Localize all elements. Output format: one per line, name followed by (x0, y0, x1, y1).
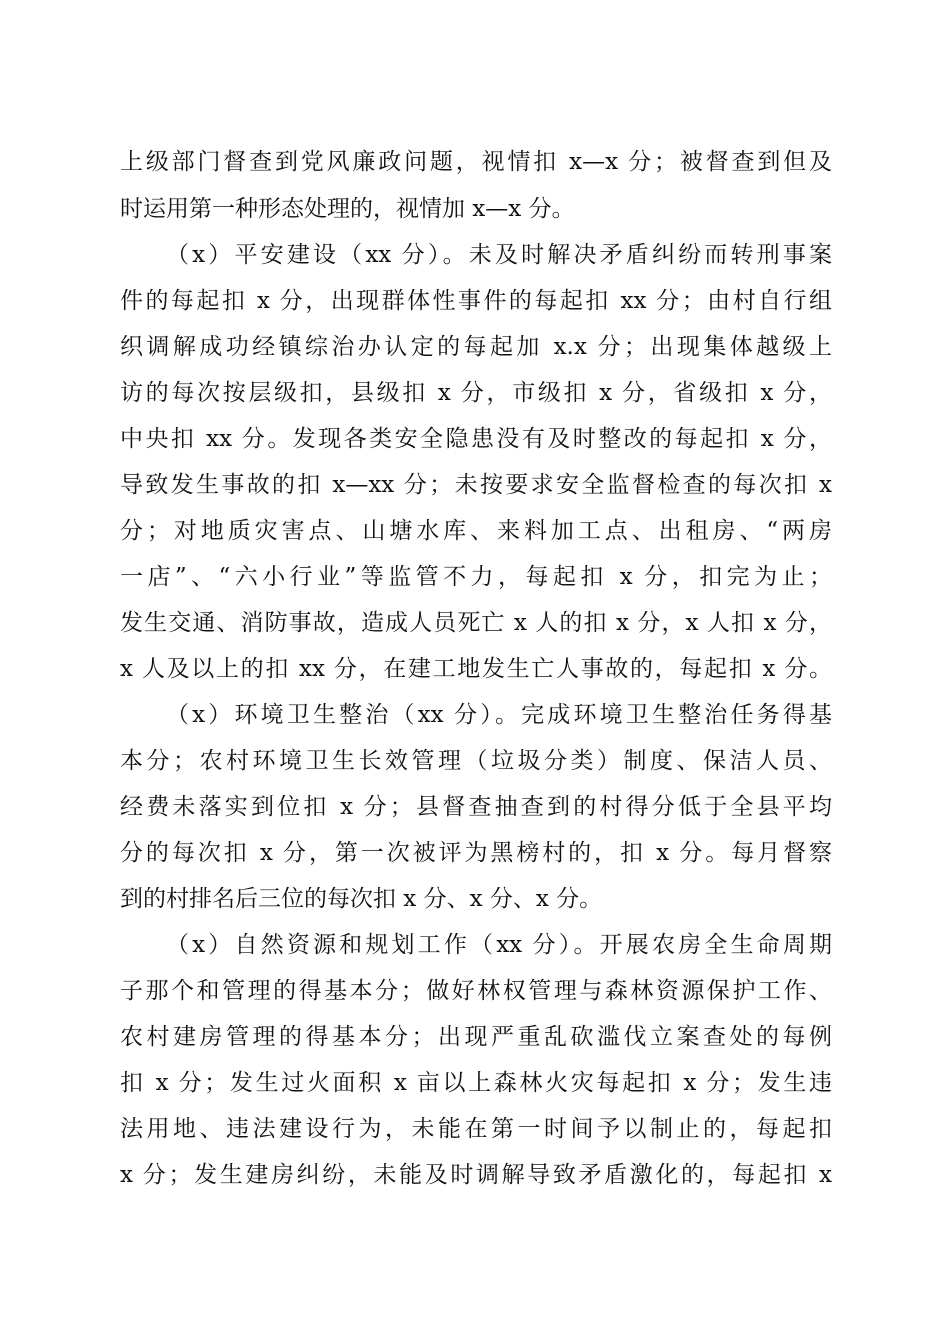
text-line: x 分；发生建房纠纷，未能及时调解导致矛盾激化的，每起扣 x (120, 1162, 832, 1188)
text-line: 上级部门督查到党风廉政问题，视情扣 x—x 分；被督查到但及 (120, 149, 832, 175)
text-line: 到的村排名后三位的每次扣 x 分、x 分、x 分。 (120, 886, 603, 912)
paragraph-heading-line: （x）自然资源和规划工作（xx 分）。开展农房全生命周期 (166, 932, 832, 958)
text-line: 件的每起扣 x 分，出现群体性事件的每起扣 xx 分；由村自行组 (120, 288, 832, 314)
paragraph-heading-line: （x）平安建设（xx 分）。未及时解决矛盾纠纷而转刑事案 (166, 242, 832, 268)
text-line: 法用地、违法建设行为，未能在第一时间予以制止的，每起扣 (120, 1116, 832, 1142)
text-line: 分；对地质灾害点、山塘水库、来料加工点、出租房、“两房 (120, 518, 832, 544)
text-line: 扣 x 分；发生过火面积 x 亩以上森林火灾每起扣 x 分；发生违 (120, 1070, 832, 1096)
text-line: 子那个和管理的得基本分；做好林权管理与森林资源保护工作、 (120, 978, 832, 1004)
text-line: 访的每次按层级扣，县级扣 x 分，市级扣 x 分，省级扣 x 分， (120, 380, 832, 406)
paragraph-heading-line: （x）环境卫生整治（xx 分）。完成环境卫生整治任务得基 (166, 702, 832, 728)
text-line: 时运用第一种形态处理的，视情加 x—x 分。 (120, 196, 575, 222)
text-line: 经费未落实到位扣 x 分；县督查抽查到的村得分低于全县平均 (120, 794, 832, 820)
text-line: 织调解成功经镇综治办认定的每起加 x.x 分；出现集体越级上 (120, 334, 832, 360)
text-line: 中央扣 xx 分。发现各类安全隐患没有及时整改的每起扣 x 分， (120, 426, 832, 452)
text-line: 发生交通、消防事故，造成人员死亡 x 人的扣 x 分，x 人扣 x 分， (120, 610, 832, 636)
text-line: 本分；农村环境卫生长效管理（垃圾分类）制度、保洁人员、 (120, 748, 832, 774)
text-line: 导致发生事故的扣 x—xx 分；未按要求安全监督检查的每次扣 x (120, 472, 832, 498)
text-line: 农村建房管理的得基本分；出现严重乱砍滥伐立案查处的每例 (120, 1024, 832, 1050)
text-line: x 人及以上的扣 xx 分，在建工地发生亡人事故的，每起扣 x 分。 (120, 656, 832, 682)
text-line: 分的每次扣 x 分，第一次被评为黑榜村的，扣 x 分。每月督察 (120, 840, 832, 866)
text-line: 一店”、“六小行业”等监管不力，每起扣 x 分，扣完为止； (120, 564, 832, 590)
